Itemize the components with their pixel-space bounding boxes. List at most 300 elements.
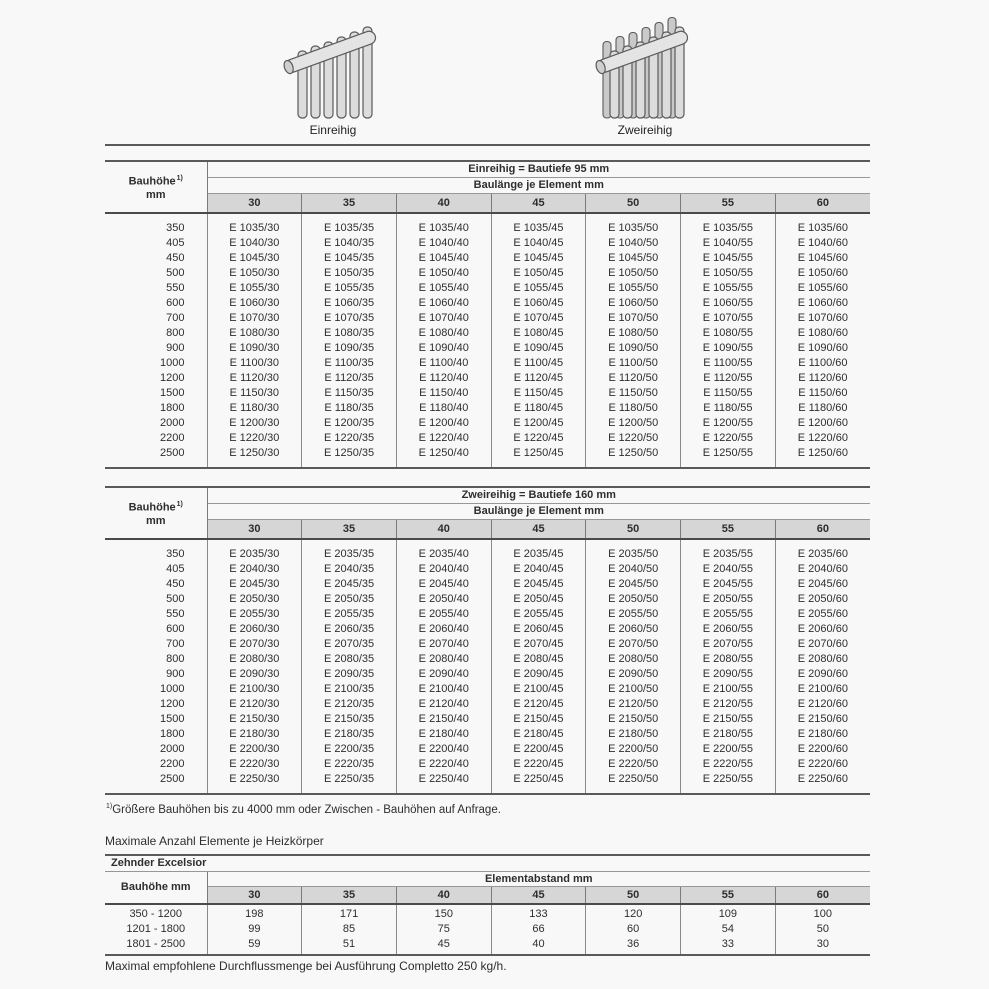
value-cell: E 1120/50 (586, 371, 681, 386)
value-cell: E 1200/50 (586, 416, 681, 431)
value-cell: E 2070/50 (586, 637, 681, 652)
value-cell: E 1180/45 (491, 401, 586, 416)
value-cell: E 2100/55 (681, 682, 776, 697)
value-cell: 51 (302, 937, 397, 955)
table-row (105, 742, 870, 757)
value-cell: E 1035/60 (775, 213, 870, 236)
value-cell: E 1035/55 (681, 213, 776, 236)
value-cell: E 1040/45 (491, 236, 586, 251)
row-header-cell: 1200 (160, 698, 185, 710)
column-header: 35 (302, 193, 397, 213)
value-cell: E 2045/35 (302, 577, 397, 592)
value-cell: E 2035/55 (681, 539, 776, 562)
value-cell: E 1070/60 (775, 311, 870, 326)
table-row (105, 296, 870, 311)
value-cell: E 2200/55 (681, 742, 776, 757)
column-header: 60 (775, 193, 870, 213)
value-cell: E 1060/35 (302, 296, 397, 311)
value-cell: E 1090/55 (681, 341, 776, 356)
table-row (105, 281, 870, 296)
value-cell: E 2040/35 (302, 562, 397, 577)
value-cell: E 1040/30 (207, 236, 302, 251)
value-cell: E 1040/60 (775, 236, 870, 251)
value-cell: E 2150/50 (586, 712, 681, 727)
table-row (105, 607, 870, 622)
value-cell: E 2250/50 (586, 772, 681, 794)
value-cell: E 1120/60 (775, 371, 870, 386)
value-cell: E 1200/40 (396, 416, 491, 431)
value-cell: 99 (207, 922, 302, 937)
column-header: 55 (681, 519, 776, 539)
value-cell: E 2120/60 (775, 697, 870, 712)
row-header-cell: 1201 - 1800 (126, 923, 186, 935)
value-cell: E 2070/45 (491, 637, 586, 652)
value-cell: 33 (681, 937, 776, 955)
value-cell: E 2250/40 (396, 772, 491, 794)
value-cell: E 2050/40 (396, 592, 491, 607)
value-cell: E 2180/45 (491, 727, 586, 742)
value-cell: E 1100/55 (681, 356, 776, 371)
value-cell: E 1120/30 (207, 371, 302, 386)
value-cell: E 2090/55 (681, 667, 776, 682)
value-cell: E 1150/45 (491, 386, 586, 401)
value-cell: 150 (396, 904, 491, 922)
table-row (105, 904, 870, 922)
row-header-cell: 500 (166, 593, 185, 605)
value-cell: E 1035/30 (207, 213, 302, 236)
value-cell: E 2060/30 (207, 622, 302, 637)
value-cell: E 1080/55 (681, 326, 776, 341)
bauhoehe-header-text: Bauhöhe (128, 501, 176, 514)
column-header: 55 (681, 193, 776, 213)
table-row (105, 371, 870, 386)
value-cell: E 1090/35 (302, 341, 397, 356)
table-row (105, 356, 870, 371)
row-header-cell: 700 (166, 312, 185, 324)
value-cell: 50 (775, 922, 870, 937)
value-cell: E 1040/35 (302, 236, 397, 251)
value-cell: E 2035/40 (396, 539, 491, 562)
value-cell: E 2180/30 (207, 727, 302, 742)
table-row (105, 386, 870, 401)
value-cell: E 1220/30 (207, 431, 302, 446)
table2-title: Zweireihig = Bautiefe 160 mm (207, 487, 870, 503)
column-header: 55 (681, 886, 776, 904)
table-row (105, 431, 870, 446)
value-cell: E 1035/45 (491, 213, 586, 236)
value-cell: E 2045/50 (586, 577, 681, 592)
value-cell: E 2100/40 (396, 682, 491, 697)
value-cell: E 2070/30 (207, 637, 302, 652)
value-cell: E 2100/60 (775, 682, 870, 697)
row-header-cell: 450 (166, 252, 185, 264)
value-cell: E 2055/55 (681, 607, 776, 622)
value-cell: E 2060/40 (396, 622, 491, 637)
value-cell: 59 (207, 937, 302, 955)
value-cell: E 2220/35 (302, 757, 397, 772)
value-cell: E 1060/40 (396, 296, 491, 311)
value-cell: E 2120/45 (491, 697, 586, 712)
value-cell: E 2180/60 (775, 727, 870, 742)
value-cell: E 2080/50 (586, 652, 681, 667)
value-cell: E 2250/35 (302, 772, 397, 794)
table-row (105, 213, 870, 236)
table-row (105, 416, 870, 431)
column-header: 50 (586, 193, 681, 213)
table-row (105, 652, 870, 667)
value-cell: E 1250/40 (396, 446, 491, 468)
value-cell: E 1040/50 (586, 236, 681, 251)
value-cell: E 2035/50 (586, 539, 681, 562)
bauhoehe-header-unit: mm (145, 188, 166, 201)
value-cell: E 1250/50 (586, 446, 681, 468)
column-header: 30 (207, 886, 302, 904)
table-row (105, 326, 870, 341)
row-header-cell: 900 (166, 342, 185, 354)
row-header-cell: 700 (166, 638, 185, 650)
value-cell: E 2250/45 (491, 772, 586, 794)
value-cell: E 1200/55 (681, 416, 776, 431)
bauhoehe-header (105, 487, 207, 539)
value-cell: E 2055/60 (775, 607, 870, 622)
value-cell: E 1045/40 (396, 251, 491, 266)
value-cell: E 2045/55 (681, 577, 776, 592)
column-header: 40 (396, 519, 491, 539)
zweireihig-table (105, 486, 870, 795)
value-cell: 66 (491, 922, 586, 937)
value-cell: E 1090/45 (491, 341, 586, 356)
value-cell: E 2080/35 (302, 652, 397, 667)
value-cell: E 2200/50 (586, 742, 681, 757)
value-cell: E 2055/50 (586, 607, 681, 622)
value-cell: 60 (586, 922, 681, 937)
table3-title: Elementabstand mm (207, 871, 870, 886)
value-cell: E 2035/30 (207, 539, 302, 562)
value-cell: E 1150/35 (302, 386, 397, 401)
value-cell: E 1055/55 (681, 281, 776, 296)
column-header: 35 (302, 886, 397, 904)
value-cell: E 2080/40 (396, 652, 491, 667)
value-cell: E 1090/40 (396, 341, 491, 356)
bottom-note: Maximal empfohlene Durchflussmenge bei Ausführung Completto 250 kg/h. (105, 959, 507, 973)
value-cell: E 2080/45 (491, 652, 586, 667)
footnote-text: Größere Bauhöhen bis zu 4000 mm oder Zwischen - Bauhöhen auf Anfrage. (112, 803, 501, 816)
table1-subtitle: Baulänge je Element mm (207, 177, 870, 193)
value-cell: E 1180/30 (207, 401, 302, 416)
value-cell: E 1100/45 (491, 356, 586, 371)
value-cell: E 2150/35 (302, 712, 397, 727)
value-cell: E 1250/55 (681, 446, 776, 468)
row-header-cell: 350 (166, 548, 185, 560)
row-header-cell: 2500 (160, 447, 185, 459)
table-row (105, 637, 870, 652)
table-row (105, 539, 870, 562)
value-cell: E 1050/45 (491, 266, 586, 281)
row-header-cell: 600 (166, 623, 185, 635)
column-header: 30 (207, 519, 302, 539)
value-cell: E 1040/55 (681, 236, 776, 251)
value-cell: E 1090/50 (586, 341, 681, 356)
row-header-cell: 405 (166, 563, 185, 575)
value-cell: E 2150/60 (775, 712, 870, 727)
column-header: 50 (586, 886, 681, 904)
footnote-marker: 1) (106, 803, 113, 810)
value-cell: E 2040/50 (586, 562, 681, 577)
value-cell: E 2060/60 (775, 622, 870, 637)
value-cell: E 2250/60 (775, 772, 870, 794)
footnote (105, 803, 501, 816)
value-cell: E 1050/40 (396, 266, 491, 281)
value-cell: E 1060/45 (491, 296, 586, 311)
value-cell: E 1200/35 (302, 416, 397, 431)
table-row (105, 922, 870, 937)
horizontal-rule (105, 144, 870, 146)
value-cell: E 2120/40 (396, 697, 491, 712)
column-header: 60 (775, 519, 870, 539)
value-cell: E 1070/45 (491, 311, 586, 326)
value-cell: E 2090/30 (207, 667, 302, 682)
value-cell: E 2050/45 (491, 592, 586, 607)
value-cell: E 2120/55 (681, 697, 776, 712)
bauhoehe-header-unit: mm (145, 514, 166, 527)
value-cell: E 1050/60 (775, 266, 870, 281)
value-cell: E 2060/55 (681, 622, 776, 637)
value-cell: E 2070/35 (302, 637, 397, 652)
value-cell: E 2060/35 (302, 622, 397, 637)
row-header-cell: 2200 (160, 432, 185, 444)
value-cell: E 1250/35 (302, 446, 397, 468)
value-cell: E 1100/50 (586, 356, 681, 371)
table-row (105, 577, 870, 592)
row-header-cell: 1000 (160, 357, 185, 369)
value-cell: E 2050/60 (775, 592, 870, 607)
value-cell: E 1200/60 (775, 416, 870, 431)
value-cell: 100 (775, 904, 870, 922)
zweireihig-radiator-illustration (589, 6, 701, 122)
value-cell: 45 (396, 937, 491, 955)
value-cell: E 2070/60 (775, 637, 870, 652)
value-cell: E 1055/50 (586, 281, 681, 296)
value-cell: E 1180/55 (681, 401, 776, 416)
value-cell: E 2060/45 (491, 622, 586, 637)
value-cell: E 2220/40 (396, 757, 491, 772)
table-row (105, 622, 870, 637)
value-cell: E 1180/40 (396, 401, 491, 416)
table-row (105, 311, 870, 326)
value-cell: E 1200/45 (491, 416, 586, 431)
value-cell: E 1120/55 (681, 371, 776, 386)
value-cell: E 2180/55 (681, 727, 776, 742)
value-cell: E 1200/30 (207, 416, 302, 431)
value-cell: 40 (491, 937, 586, 955)
value-cell: E 2200/35 (302, 742, 397, 757)
value-cell: E 2035/35 (302, 539, 397, 562)
column-header: 50 (586, 519, 681, 539)
value-cell: E 1050/55 (681, 266, 776, 281)
value-cell: E 1045/30 (207, 251, 302, 266)
value-cell: E 1100/35 (302, 356, 397, 371)
row-header-cell: 450 (166, 578, 185, 590)
column-header: 40 (396, 886, 491, 904)
value-cell: E 1080/30 (207, 326, 302, 341)
figure-zweireihig (570, 6, 720, 137)
value-cell: E 2150/40 (396, 712, 491, 727)
value-cell: E 2150/30 (207, 712, 302, 727)
value-cell: E 1090/30 (207, 341, 302, 356)
column-header: 35 (302, 519, 397, 539)
row-header-cell: 1801 - 2500 (126, 938, 186, 950)
value-cell: E 2070/40 (396, 637, 491, 652)
value-cell: E 1055/35 (302, 281, 397, 296)
value-cell: E 1035/35 (302, 213, 397, 236)
value-cell: E 2100/45 (491, 682, 586, 697)
value-cell: E 1250/60 (775, 446, 870, 468)
row-header-cell: 500 (166, 267, 185, 279)
value-cell: E 2040/55 (681, 562, 776, 577)
value-cell: E 2055/40 (396, 607, 491, 622)
value-cell: 75 (396, 922, 491, 937)
value-cell: E 2250/55 (681, 772, 776, 794)
value-cell: E 1120/35 (302, 371, 397, 386)
value-cell: E 2200/40 (396, 742, 491, 757)
value-cell: E 1150/40 (396, 386, 491, 401)
value-cell: E 1150/55 (681, 386, 776, 401)
row-header-cell: 800 (166, 653, 185, 665)
table1-title: Einreihig = Bautiefe 95 mm (207, 161, 870, 177)
value-cell: E 1070/35 (302, 311, 397, 326)
bauhoehe-header: Bauhöhe mm (105, 871, 207, 904)
value-cell: E 2090/50 (586, 667, 681, 682)
value-cell: E 1040/40 (396, 236, 491, 251)
value-cell: 120 (586, 904, 681, 922)
value-cell: E 2090/40 (396, 667, 491, 682)
value-cell: E 1055/60 (775, 281, 870, 296)
table-row (105, 266, 870, 281)
column-header: 30 (207, 193, 302, 213)
value-cell: E 2055/45 (491, 607, 586, 622)
value-cell: E 1080/35 (302, 326, 397, 341)
figure-einreihig (258, 6, 408, 137)
value-cell: E 1180/50 (586, 401, 681, 416)
value-cell: E 2050/50 (586, 592, 681, 607)
einreihig-label: Einreihig (309, 123, 357, 137)
value-cell: E 1060/30 (207, 296, 302, 311)
value-cell: E 1120/40 (396, 371, 491, 386)
value-cell: 54 (681, 922, 776, 937)
row-header-cell: 550 (166, 282, 185, 294)
value-cell: E 2045/60 (775, 577, 870, 592)
value-cell: 133 (491, 904, 586, 922)
value-cell: E 1250/45 (491, 446, 586, 468)
value-cell: E 2070/55 (681, 637, 776, 652)
column-header: 60 (775, 886, 870, 904)
value-cell: 85 (302, 922, 397, 937)
value-cell: E 1050/50 (586, 266, 681, 281)
row-header-cell: 550 (166, 608, 185, 620)
value-cell: E 2040/40 (396, 562, 491, 577)
table-row (105, 401, 870, 416)
value-cell: E 1055/45 (491, 281, 586, 296)
value-cell: E 2040/60 (775, 562, 870, 577)
row-header-cell: 1000 (160, 683, 185, 695)
value-cell: E 1050/30 (207, 266, 302, 281)
value-cell: 198 (207, 904, 302, 922)
value-cell: E 1050/35 (302, 266, 397, 281)
table-row (105, 446, 870, 468)
value-cell: E 2200/60 (775, 742, 870, 757)
value-cell: E 1150/60 (775, 386, 870, 401)
row-header-cell: 2000 (160, 417, 185, 429)
max-elements-table (105, 854, 870, 956)
value-cell: E 1070/50 (586, 311, 681, 326)
value-cell: E 1180/60 (775, 401, 870, 416)
table-row (105, 697, 870, 712)
table2-subtitle: Baulänge je Element mm (207, 503, 870, 519)
table-row (105, 682, 870, 697)
table-row (105, 251, 870, 266)
table-row (105, 712, 870, 727)
value-cell: E 2220/30 (207, 757, 302, 772)
row-header-cell: 2000 (160, 743, 185, 755)
row-header-cell: 800 (166, 327, 185, 339)
value-cell: E 1070/30 (207, 311, 302, 326)
value-cell: E 1055/40 (396, 281, 491, 296)
value-cell: E 1150/30 (207, 386, 302, 401)
table-row (105, 562, 870, 577)
value-cell: E 1045/55 (681, 251, 776, 266)
value-cell: E 1060/50 (586, 296, 681, 311)
zweireihig-label: Zweireihig (617, 123, 673, 137)
row-header-cell: 600 (166, 297, 185, 309)
row-header-cell: 1800 (160, 728, 185, 740)
value-cell: E 2045/30 (207, 577, 302, 592)
value-cell: E 1060/55 (681, 296, 776, 311)
table-row (105, 592, 870, 607)
row-header-cell: 350 - 1200 (129, 908, 183, 920)
column-header: 45 (491, 193, 586, 213)
value-cell: E 2150/55 (681, 712, 776, 727)
value-cell: E 1100/60 (775, 356, 870, 371)
value-cell: E 1035/50 (586, 213, 681, 236)
value-cell: E 1070/55 (681, 311, 776, 326)
value-cell: E 1120/45 (491, 371, 586, 386)
row-header-cell: 1800 (160, 402, 185, 414)
value-cell: E 2080/55 (681, 652, 776, 667)
value-cell: E 1150/50 (586, 386, 681, 401)
value-cell: E 2080/30 (207, 652, 302, 667)
row-header-cell: 2200 (160, 758, 185, 770)
einreihig-table (105, 160, 870, 469)
value-cell: E 2100/50 (586, 682, 681, 697)
value-cell: E 2090/45 (491, 667, 586, 682)
value-cell: E 1080/60 (775, 326, 870, 341)
table-row (105, 341, 870, 356)
value-cell: E 2050/55 (681, 592, 776, 607)
value-cell: E 2120/30 (207, 697, 302, 712)
value-cell: E 1045/45 (491, 251, 586, 266)
value-cell: E 1220/50 (586, 431, 681, 446)
value-cell: E 1060/60 (775, 296, 870, 311)
value-cell: E 2120/50 (586, 697, 681, 712)
section-title: Maximale Anzahl Elemente je Heizkörper (105, 834, 324, 848)
table-row (105, 772, 870, 794)
table-row (105, 236, 870, 251)
value-cell: E 1250/30 (207, 446, 302, 468)
footnote-marker: 1) (176, 501, 183, 509)
value-cell: E 2220/45 (491, 757, 586, 772)
bauhoehe-header (105, 161, 207, 213)
bauhoehe-header-text: Bauhöhe (128, 175, 176, 188)
